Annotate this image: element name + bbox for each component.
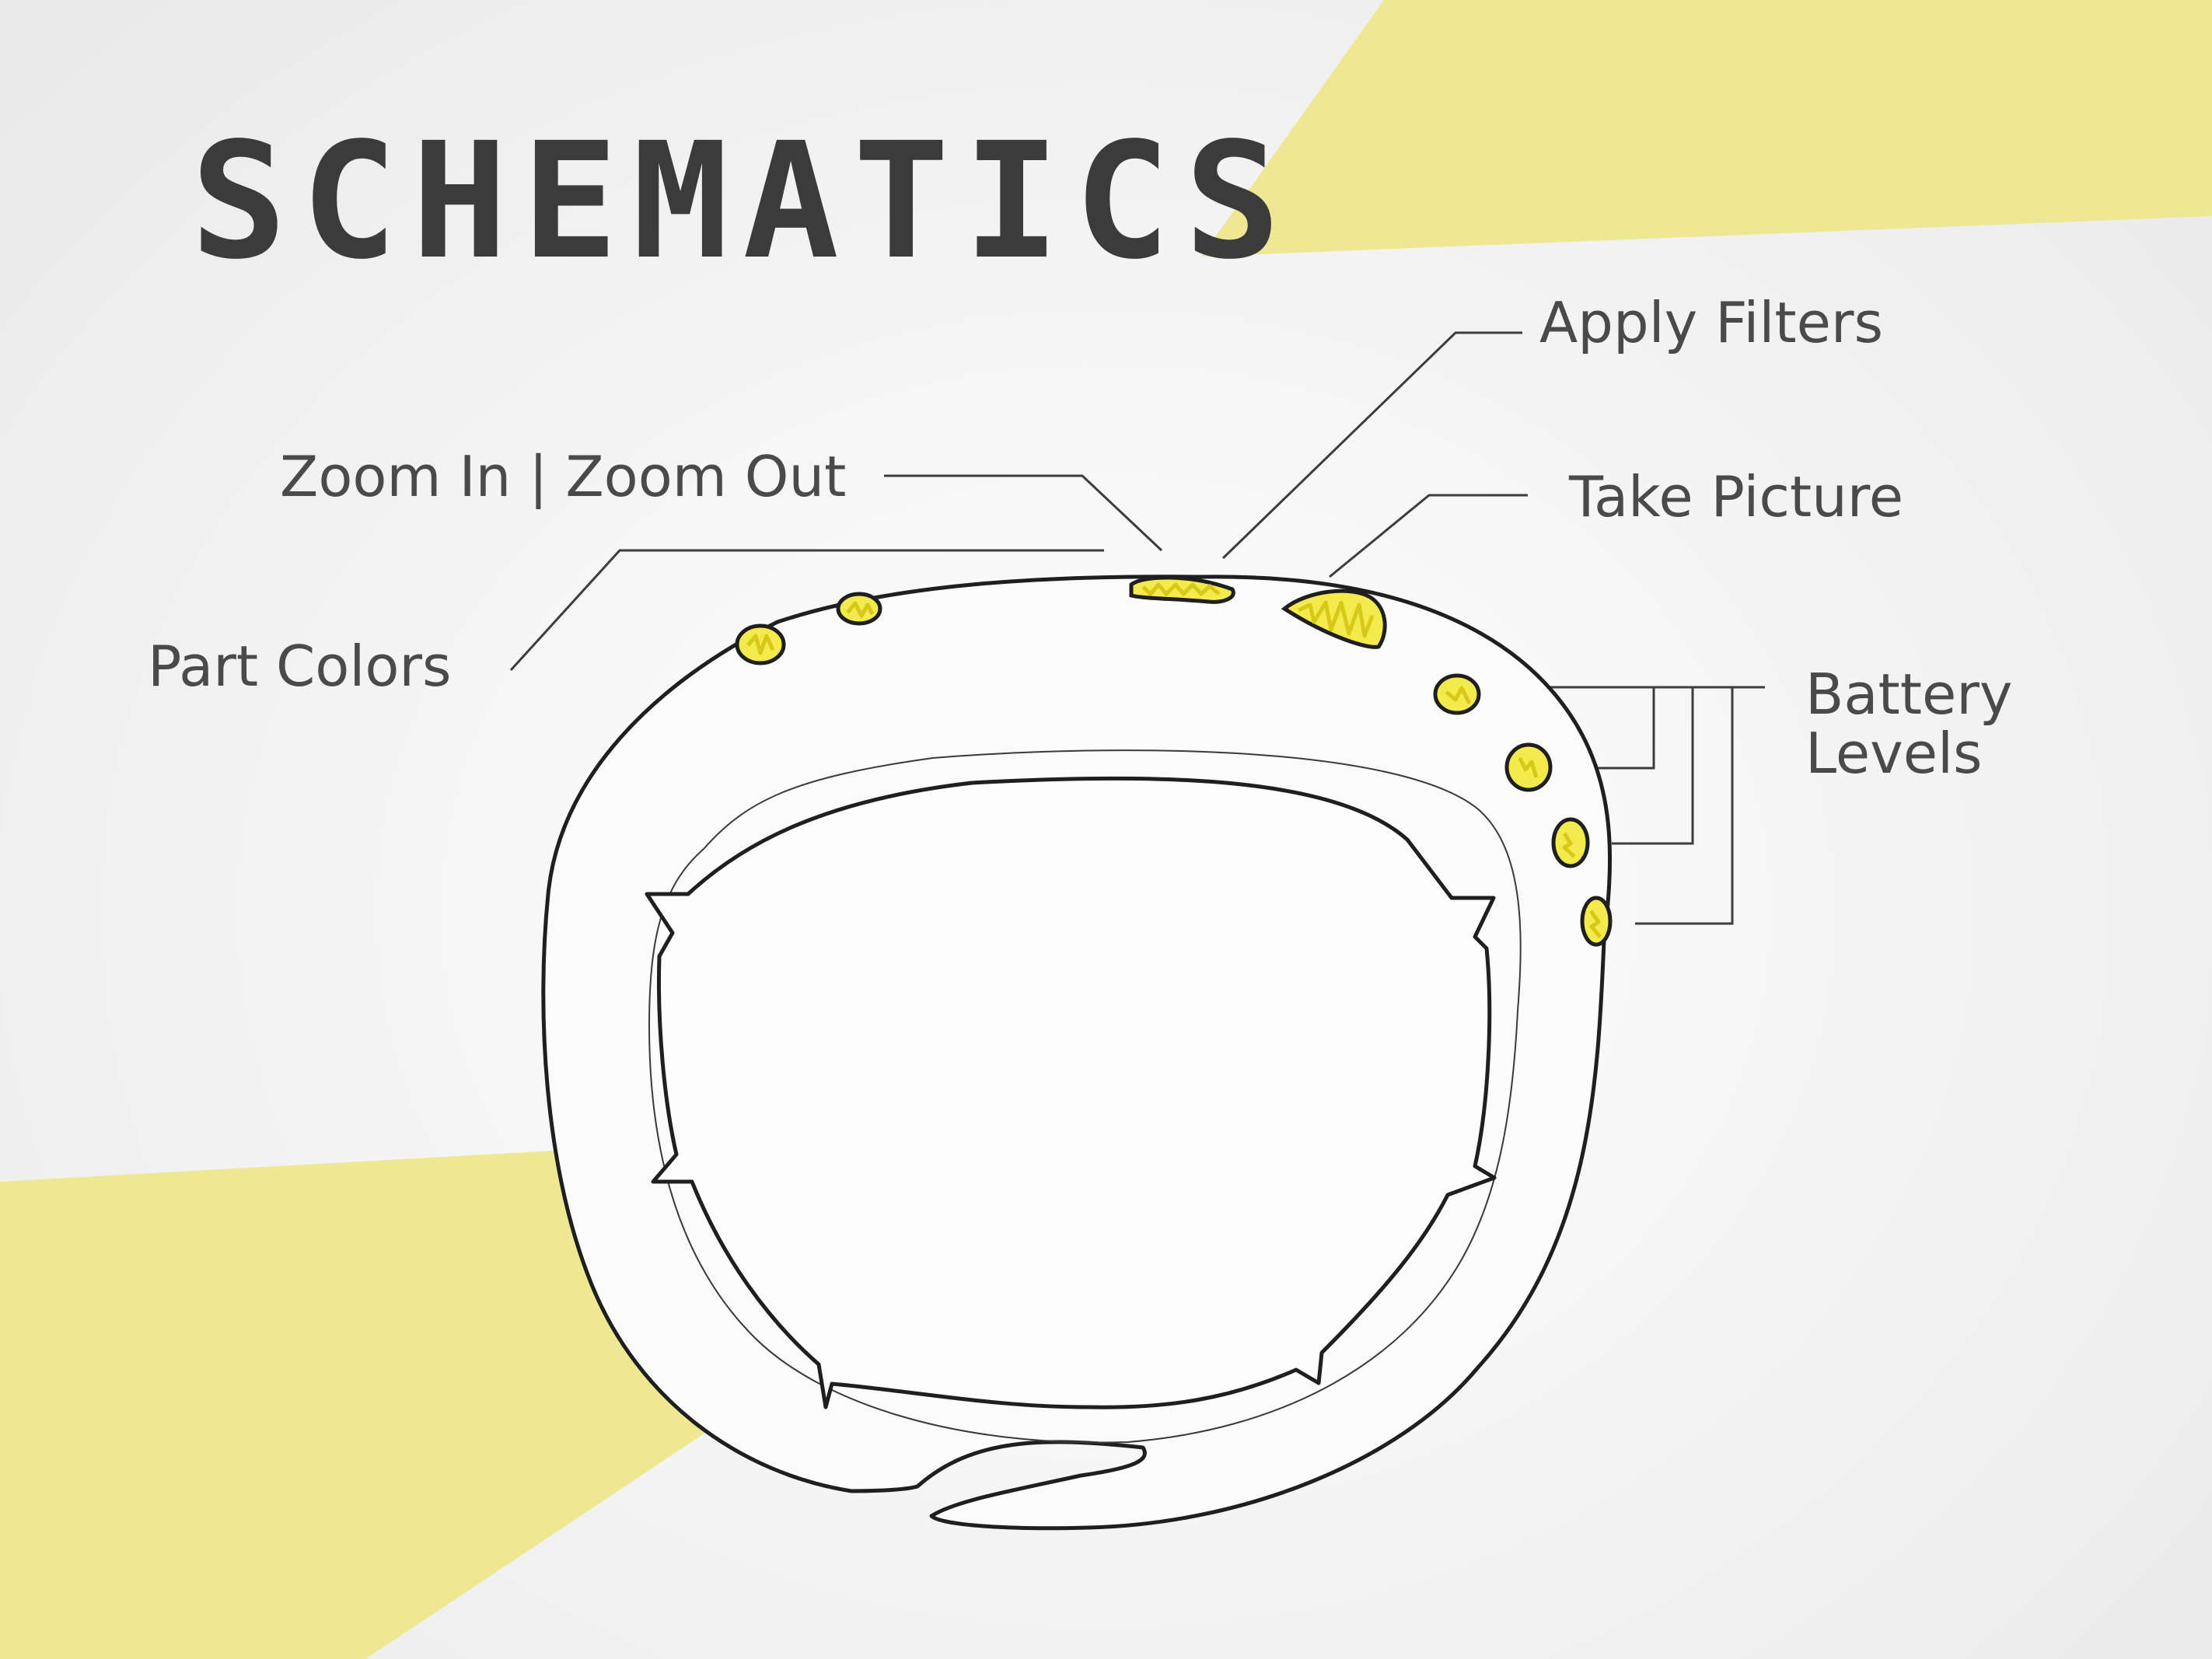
apply-filters-label: Apply Filters — [1539, 290, 1883, 355]
battery-leader-4 — [1635, 687, 1732, 924]
yellow-band-top-right — [1201, 0, 2212, 257]
take-picture-label: Take Picture — [1569, 464, 1904, 529]
zoom-leader — [884, 476, 1162, 550]
battery-leader-3 — [1612, 687, 1693, 843]
take-picture-leader — [1330, 495, 1528, 577]
page-title: SCHEMATICS — [190, 108, 1295, 295]
apply-filters-leader — [1223, 333, 1522, 558]
battery-label-line1: Battery — [1805, 662, 2013, 727]
part-color-dot-1 — [737, 626, 784, 663]
part-colors-label: Part Colors — [148, 634, 452, 699]
zoom-label: Zoom In | Zoom Out — [280, 444, 847, 509]
battery-label-line2: Levels — [1805, 721, 1983, 786]
